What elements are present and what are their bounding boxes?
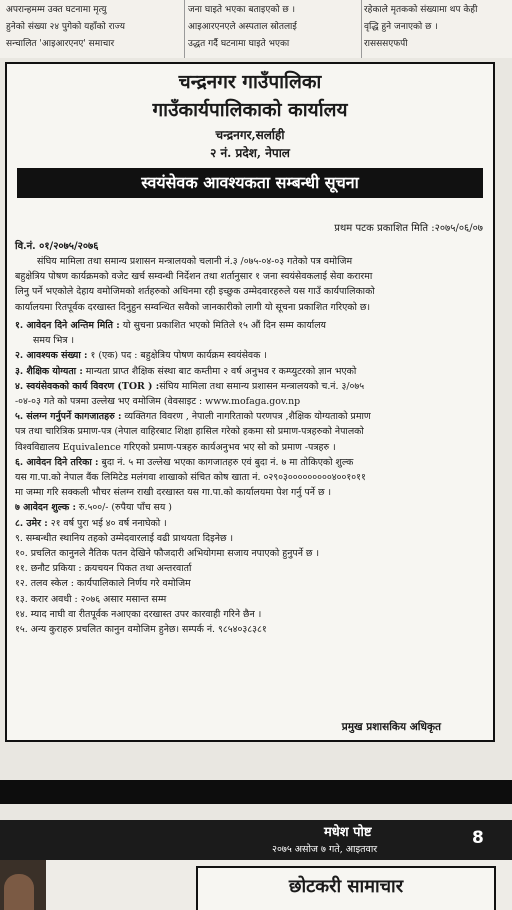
- intro-line: लिनु पर्ने भएकोले देहाय वमोजिमको शर्तहरुको अधिनमा रही इच्छुक उम्मेदवारहरुले यस गाउँ कार्यपालिकाको: [15, 286, 375, 298]
- article-line: सन्चालित 'आइआरएनए' समाचार: [6, 39, 115, 49]
- condition-text: ११. छनौट प्रकिया : क्रयचयन पिकत तथा अन्तरवार्ता: [15, 563, 192, 575]
- condition-line: [15, 318, 487, 333]
- condition-line: [15, 470, 487, 485]
- newspaper-page-header: [0, 820, 512, 860]
- condition-label: ३. शैक्षिक योग्यता :: [15, 365, 83, 377]
- reference-number: वि.नं. ०१/२०७५/२०७६: [15, 241, 99, 252]
- condition-label: २. आवश्यक संख्या :: [15, 350, 88, 362]
- notice-intro-paragraph: [15, 254, 485, 315]
- condition-text: मान्यता प्राप्त शैक्षिक संस्था बाट कम्तीमा २ वर्ष अनुभव र कम्प्युटरको ज्ञान भएको: [82, 365, 357, 377]
- condition-text: मा जम्मा गरि सक्कली भौचर संलग्न राखी दरखास्त यस गा.पा.को कार्यालयमा पेश गर्नु पर्ने छ ।: [15, 487, 332, 499]
- condition-text: ९. सम्बन्धीत स्थानिय तहको उम्मेदवारलाई वढी प्राथयता दिइनेछ ।: [15, 532, 234, 544]
- address-line-2: २ नं. प्रदेश, नेपाल: [210, 146, 290, 160]
- public-notice-box: [5, 62, 495, 742]
- article-column-1: [6, 2, 184, 53]
- brief-news-title: छोटकरी सामाचार: [288, 876, 404, 897]
- condition-text: -०४-०३ गते को पत्रमा उल्लेख भए वमोजिम (वेवसाइट : www.mofaga.gov.np: [15, 396, 301, 408]
- condition-line: [15, 622, 487, 637]
- article-line: अपरान्हमम्म उक्त घटनामा मृत्यु: [6, 5, 107, 15]
- article-line: हुनेको संख्या २४ पुगेको यहाँको राज्य: [6, 22, 125, 32]
- condition-label: ५. संलग्न गर्नुपर्ने कागजातहरु :: [15, 411, 122, 423]
- condition-label: ७ आवेदन शुल्क :: [15, 502, 76, 514]
- condition-line: [15, 546, 487, 561]
- column-divider: [184, 0, 185, 58]
- condition-line: [15, 333, 487, 348]
- condition-label: ८. उमेर :: [15, 517, 48, 529]
- condition-text: संघिय मामिला तथा समान्य प्रशासन मन्त्रालयको च.नं. ३/०७५: [159, 380, 365, 392]
- newspaper-name: मधेश पोष्ट: [324, 825, 372, 840]
- previous-article-columns: [0, 0, 512, 58]
- condition-text: पत्र तथा चारित्रिक प्रमाण-पत्र (नेपाल वाहिरबाट शिक्षा हासिल गरेको हकमा सो प्रमाण-पत्रहरुको नेपालको: [15, 426, 364, 438]
- condition-line: [15, 607, 487, 622]
- signature-title: प्रमुख प्रशासकिय अधिकृत: [341, 721, 441, 733]
- condition-line: [15, 592, 487, 607]
- office-name: गाउँकार्यपालिकाको कार्यालय: [152, 99, 348, 121]
- condition-line: [15, 379, 487, 394]
- article-line: जना घाइते भएका बताइएको छ ।: [188, 5, 296, 15]
- condition-text: व्यक्तिगत विवरण , नेपाली नागरिताको परणपत्र ,शैक्षिक योग्यताको प्रमाण: [121, 411, 371, 423]
- page-number: 8: [472, 828, 484, 848]
- condition-line: [15, 440, 487, 455]
- condition-text: १५. अन्य कुराहरु प्रचलित कानुन वमोजिम हुनेछ। सम्पर्क नं. ९८५४०३८३८१: [15, 624, 267, 636]
- condition-label: ६. आवेदन दिने तरिका :: [15, 456, 99, 468]
- news-photo-person: [4, 874, 34, 910]
- condition-text: १ (एक) पद : बहुक्षेत्रिय पोषण कार्यक्रम स्वयंसेवक ।: [87, 350, 267, 362]
- condition-label: ४. स्वयंसेवकको कार्य विवरण (TOR ) :: [15, 380, 160, 392]
- condition-text: बुदा नं. ५ मा उल्लेख भएका कागजातहरु एवं बुदा नं. ७ मा तोकिएको शुल्क: [98, 456, 354, 468]
- condition-text: रु.५००/- (रुपैया पाँच सय ): [75, 502, 172, 514]
- condition-text: १४. म्याद नाघी वा रीतपूर्वक नआएका दरखास्त उपर कारवाही गरिने छैन ।: [15, 608, 262, 620]
- condition-line: [15, 516, 487, 531]
- article-column-2: [188, 2, 360, 53]
- condition-line: [15, 455, 487, 470]
- address-line-1: चन्द्रनगर,सर्लाही: [215, 128, 285, 142]
- article-line: रहेकाले मृतकको संख्यामा थप केही: [364, 5, 478, 15]
- intro-line: संघिय मामिला तथा समान्य प्रशासन मन्त्रालयको चलानी नं.३ /०७५-०४-०३ गतेको पत्र वमोजिम: [37, 256, 353, 267]
- condition-text: १२. तलव स्केल : कार्यपालिकाले निर्णय गरे वमोजिम: [15, 578, 191, 590]
- condition-label: १. आवेदन दिने अन्तिम मिति :: [15, 320, 120, 331]
- municipality-name: चन्द्रनगर गाउँपालिका: [178, 71, 322, 93]
- article-line: रासससएफपी: [364, 39, 408, 49]
- condition-line: [15, 531, 487, 546]
- condition-text: १३. करार अवधी : २०७६ असार मसान्त सम्म: [15, 593, 167, 605]
- article-line: उद्धत गर्दै घटनामा घाइते भएका: [188, 39, 290, 49]
- condition-line: [15, 424, 487, 439]
- intro-line: बहुक्षेत्रिय पोषण कार्यक्रमको वजेट खर्च सम्वन्धी निर्देशन तथा शर्तानुसार १ जना स्वयंसेवकलाई सेवा करारमा: [15, 271, 373, 283]
- article-line: आइआरएनएले अस्पताल स्रोतलाई: [188, 22, 297, 32]
- condition-text: २१ वर्ष पुरा भई ४० वर्ष ननाघेको ।: [47, 517, 167, 529]
- notice-title: स्वयंसेवक आवश्यकता सम्बन्धी सूचना: [17, 168, 483, 198]
- page-gap-band: [0, 780, 512, 804]
- condition-line: [15, 348, 487, 363]
- intro-line: कार्यालयमा रितपूर्वक दरखास्त दिनुहुन सम्वन्धित सवैको जानकारीको लागी यो सूचना प्रकाशित गरिएको छ।: [15, 301, 371, 313]
- condition-line: [15, 561, 487, 576]
- article-column-3: [364, 2, 512, 53]
- issue-date: २०७५ असोज ७ गते, आइतवार: [272, 844, 378, 855]
- condition-line: [15, 394, 487, 409]
- condition-text: विश्वविद्यालय Equivalence गरिएको प्रमाण-पत्रहरु कार्यअनुभव भए सो को प्रमाण -पत्रहरु ।: [15, 441, 336, 453]
- condition-text: समय भित्र ।: [33, 335, 75, 347]
- column-divider: [361, 0, 362, 58]
- published-date: प्रथम पटक प्रकाशित मिति :२०७५/०६/०७: [334, 223, 483, 234]
- notice-conditions-list: [15, 318, 487, 637]
- article-line: वृद्धि हुने जनाएको छ ।: [364, 22, 438, 32]
- condition-text: यस गा.पा.को नेपाल वैंक लिमिटेड मलंगवा शाखाको संचित कोष खाता नं. ०२९०३०००००००००४००१०११: [15, 472, 366, 484]
- condition-text: यो सुचना प्रकाशित भएको मितिले १५ औं दिन सम्म कार्यालय: [119, 320, 326, 331]
- condition-line: [15, 576, 487, 591]
- condition-line: [15, 409, 487, 424]
- condition-text: १०. प्रचलित कानुनले नैतिक पतन देखिने फौजदारी अभियोगमा सजाय नपाएको हुनुपर्ने छ ।: [15, 548, 320, 560]
- condition-line: [15, 364, 487, 379]
- brief-news-box: [196, 866, 496, 910]
- condition-line: [15, 485, 487, 500]
- condition-line: [15, 500, 487, 515]
